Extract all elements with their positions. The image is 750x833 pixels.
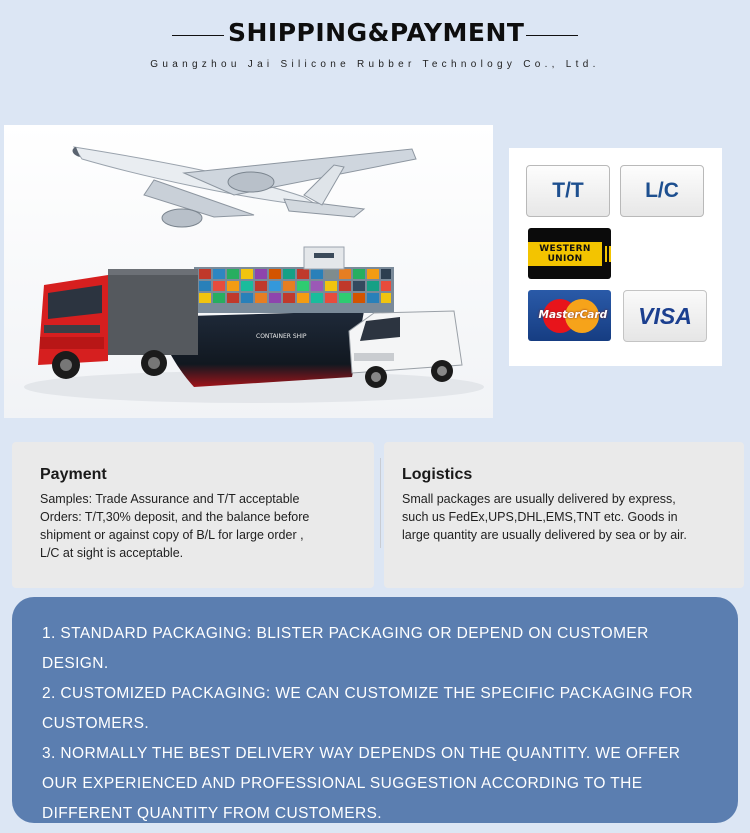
title-rule-left [172,35,224,36]
payment-methods-panel [509,148,722,366]
payment-card [12,442,374,588]
logistics-card [384,442,744,588]
mastercard-label: MasterCard [538,308,608,321]
logistics-heading: Logistics [402,466,473,483]
packaging-notes [12,597,738,823]
mastercard-circles-icon [538,299,608,333]
payment-heading: Payment [40,466,107,483]
visa-logo: VISA [623,290,707,342]
lc-badge: L/C [620,165,704,217]
ship-label: CONTAINER SHIP [256,333,307,340]
note-item: 2. CUSTOMIZED PACKAGING: WE CAN CUSTOMIZE THE SPECIFIC PACKAGING FOR CUSTOMERS. [42,685,694,732]
western-union-logo [528,228,611,279]
note-item: 1. STANDARD PACKAGING: BLISTER PACKAGING OR DEPEND ON CUSTOMER DESIGN. [42,625,649,672]
mastercard-logo [528,290,611,341]
tt-badge: T/T [526,165,610,217]
note-item: 3. NORMALLY THE BEST DELIVERY WAY DEPENDS ON THE QUANTITY. WE OFFER OUR EXPERIENCED AND PROFESSIONAL SUGGESTION ACCORDING TO THE DIFFERENT QUANTITY FROM CUSTOMERS. [42,745,681,822]
page-header [0,0,750,110]
western-union-label: WESTERN UNION [528,242,602,266]
page-title: SHIPPING&PAYMENT [228,18,525,47]
shipping-illustration [4,125,493,418]
logistics-body: Small packages are usually delivered by express, such us FedEx,UPS,DHL,EMS,TNT etc. Goods in large quantity are usually delivered by sea or by air. [402,492,687,542]
card-divider [380,458,381,548]
company-name: Guangzhou Jai Silicone Rubber Technology Co., Ltd. [150,59,600,70]
western-union-bars-icon [605,246,611,262]
title-rule-right [526,35,578,36]
payment-body: Samples: Trade Assurance and T/T acceptable Orders: T/T,30% deposit, and the balance before shipment or against copy of B/L for large order , L/C at sight is acceptable. [40,492,310,560]
